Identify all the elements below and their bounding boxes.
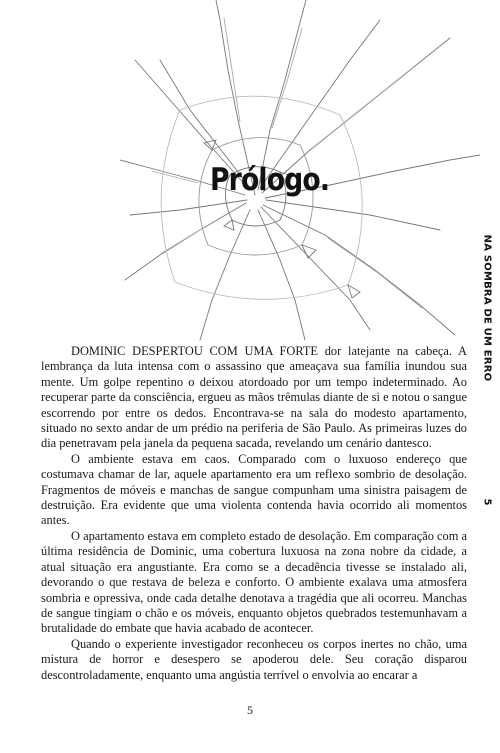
chapter-title: Prólogo. [210,162,330,198]
paragraph: Quando o experiente investigador reconheceu os corpos inertes no chão, uma mistura de horror e desespero se apoderou dele. Seu coração disparou descontroladamente, enquanto uma angústia terrível o envolvia ao encarar a [41,636,467,682]
side-page-number: 5 [481,498,493,506]
running-head: NA SOMBRA DE UM ERRO [481,234,493,382]
paragraph: DOMINIC DESPERTOU COM UMA FORTE dor latejante na cabeça. A lembrança da luta intensa com o assassino que ameaçava sua família inundou sua mente. Um golpe repentino o deixou atordoado por um tempo indeterminado. Ao recuperar parte da consciência, ergueu as mãos trêmulas diante de si e notou o sangue escorrendo por entre os dedos. Encontrava-se na sala do modesto apartamento, situado no sexto andar de um prédio na periferia de São Paulo. As primeiras luzes do dia penetravam pela janela da pequena sacada, revelando um cenário dantesco. [41,344,467,451]
page-number: 5 [247,703,253,717]
paragraph: O ambiente estava em caos. Comparado com o luxuoso endereço que costumava chamar de lar, aquele apartamento era um reflexo sombrio de desolação. Fragmentos de móveis e manchas de sangue compunham uma sinistra paisagem de destruição. Era evidente que uma violenta contenda havia ocorrido ali momentos antes. [41,451,467,528]
chapter-body [41,344,467,683]
paragraph: O apartamento estava em completo estado de desolação. Em comparação com a última residência de Dominic, uma cobertura luxuosa na zona nobre da cidade, a atual situação era angustiante. Era como se a decadência tivesse se instalado ali, devorando o que restava de beleza e conforto. O ambiente exalava uma atmosfera sombria e opressiva, onde cada detalhe denotava a tragédia que ali ocorreu. Manchas de sangue tingiam o chão e os móveis, enquanto objetos quebrados testemunhavam a brutalidade do embate que havia acabado de acontecer. [41,528,467,636]
